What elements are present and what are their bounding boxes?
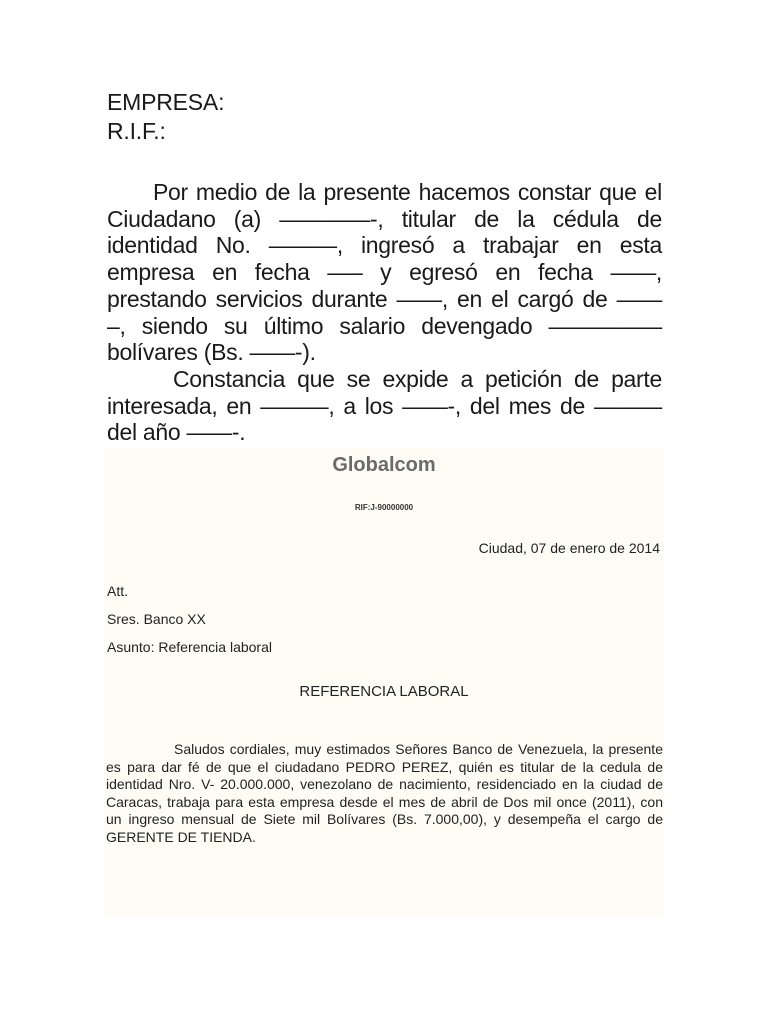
reference-letter (104, 448, 664, 917)
template-paragraph-2: Constancia que se expide a petición de parte interesada, en ———, a los ——-, del mes de ——— del año ——-. (107, 365, 662, 446)
template-section (107, 88, 662, 446)
company-name: Globalcom (332, 454, 436, 476)
template-paragraph-1: Por medio de la presente hacemos constar que el Ciudadano (a) ————-, titular de la cédula de identidad No. ———, ingresó a trabajar en esta empresa en fecha —– y egresó en fecha ——, prestando servicios durante ——, en el cargó de —— –, siendo su último salario devengado ————— bolívares (Bs. ——-). (107, 179, 662, 366)
letter-date: Ciudad, 07 de enero de 2014 (478, 540, 660, 556)
letter-title: REFERENCIA LABORAL (299, 683, 469, 700)
subject-line: Asunto: Referencia laboral (107, 639, 272, 655)
company-rif: RIF:J-90000000 (354, 503, 414, 512)
letter-body (106, 741, 663, 846)
attention-line: Att. (107, 583, 129, 599)
letter-body-text: Saludos cordiales, muy estimados Señores Banco de Venezuela, la presente es para dar fé de que el ciudadano PEDRO PEREZ, quién es titular de la cedula de identidad Nro. V- 20.000.000, venezolano de nacimiento, residenciado en la ciudad de Caracas, trabaja para esta empresa desde el mes de abril de Dos mil once (2011), con un ingreso mensual de Siete mil Bolívares (Bs. 7.000,00), y desempeña el cargo de GERENTE DE TIENDA. (106, 741, 663, 845)
empresa-label: EMPRESA: (107, 89, 225, 115)
recipient-line: Sres. Banco XX (107, 611, 206, 627)
rif-label: R.I.F.: (107, 118, 166, 144)
template-body (107, 179, 662, 446)
